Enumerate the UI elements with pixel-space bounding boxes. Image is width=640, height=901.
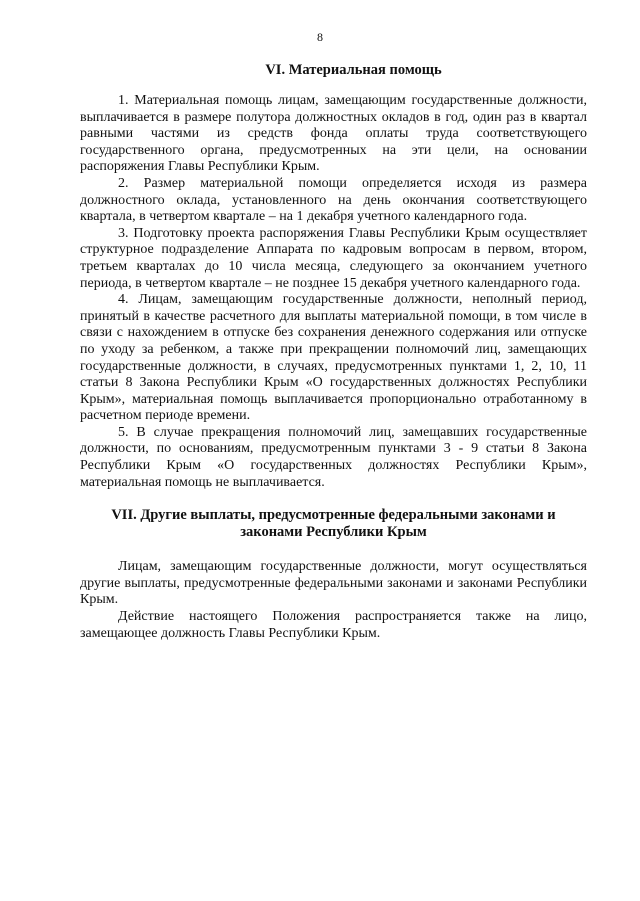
section-other-payments <box>80 507 587 642</box>
page-number: 8 <box>317 30 323 44</box>
section-7-title <box>80 507 587 541</box>
section-7-paragraph-2: Действие настоящего Положения распространяется также на лицо, замещающее должность Главы Республики Крым. <box>80 609 587 641</box>
section-6-paragraph-5: 5. В случае прекращения полномочий лиц, замещавших государственные должности, по основаниям, предусмотренным пунктами 3 - 9 статьи 8 Закона Республики Крым «О государственных должностях Республики Крым», материальная помощь не выплачивается. <box>80 424 587 490</box>
document-body <box>80 62 587 642</box>
section-6-paragraph-1: 1. Материальная помощь лицам, замещающим государственные должности, выплачивается в размере полутора должностных окладов в год, один раз в квартал равными частями из средств фонда оплаты труда соответствующего государственного органа, предусмотренных на эти цели, на основании распоряжения Главы Республики Крым. <box>80 93 587 175</box>
section-6-paragraph-3: 3. Подготовку проекта распоряжения Главы Республики Крым осуществляет структурное подразделение Аппарата по кадровым вопросам в первом, втором, третьем кварталах до 10 числа месяца, следующего за окончанием учетного периода, в четвертом квартале – не позднее 15 декабря учетного календарного года. <box>80 225 587 291</box>
section-7-title-line-1: VII. Другие выплаты, предусмотренные федеральными законами и <box>111 507 556 524</box>
section-6-paragraph-4: 4. Лицам, замещающим государственные должности, неполный период, принятый в качестве расчетного для выплаты материальной помощи, в том числе в связи с нахождением в отпуске без сохранения денежного содержания или отпуске по уходу за ребенком, а также при прекращении полномочий лиц, замещающих государственные должности, в случаях, предусмотренных пунктами 1, 2, 10, 11 статьи 8 Закона Республики Крым «О государственных должностях Республики Крым», материальная помощь выплачивается пропорционально отработанному в расчетном периоде времени. <box>80 292 587 424</box>
section-material-aid <box>80 62 587 491</box>
section-7-title-line-2: законами Республики Крым <box>240 524 427 541</box>
section-7-paragraph-1: Лицам, замещающим государственные должности, могут осуществляться другие выплаты, предусмотренные федеральными законами и законами Республики Крым. <box>80 559 587 608</box>
section-6-title: VI. Материальная помощь <box>265 62 442 78</box>
section-6-paragraph-2: 2. Размер материальной помощи определяется исходя из размера должностного оклада, установленного на день окончания соответствующего квартала, в четвертом квартале – на 1 декабря учетного календарного года. <box>80 175 587 225</box>
